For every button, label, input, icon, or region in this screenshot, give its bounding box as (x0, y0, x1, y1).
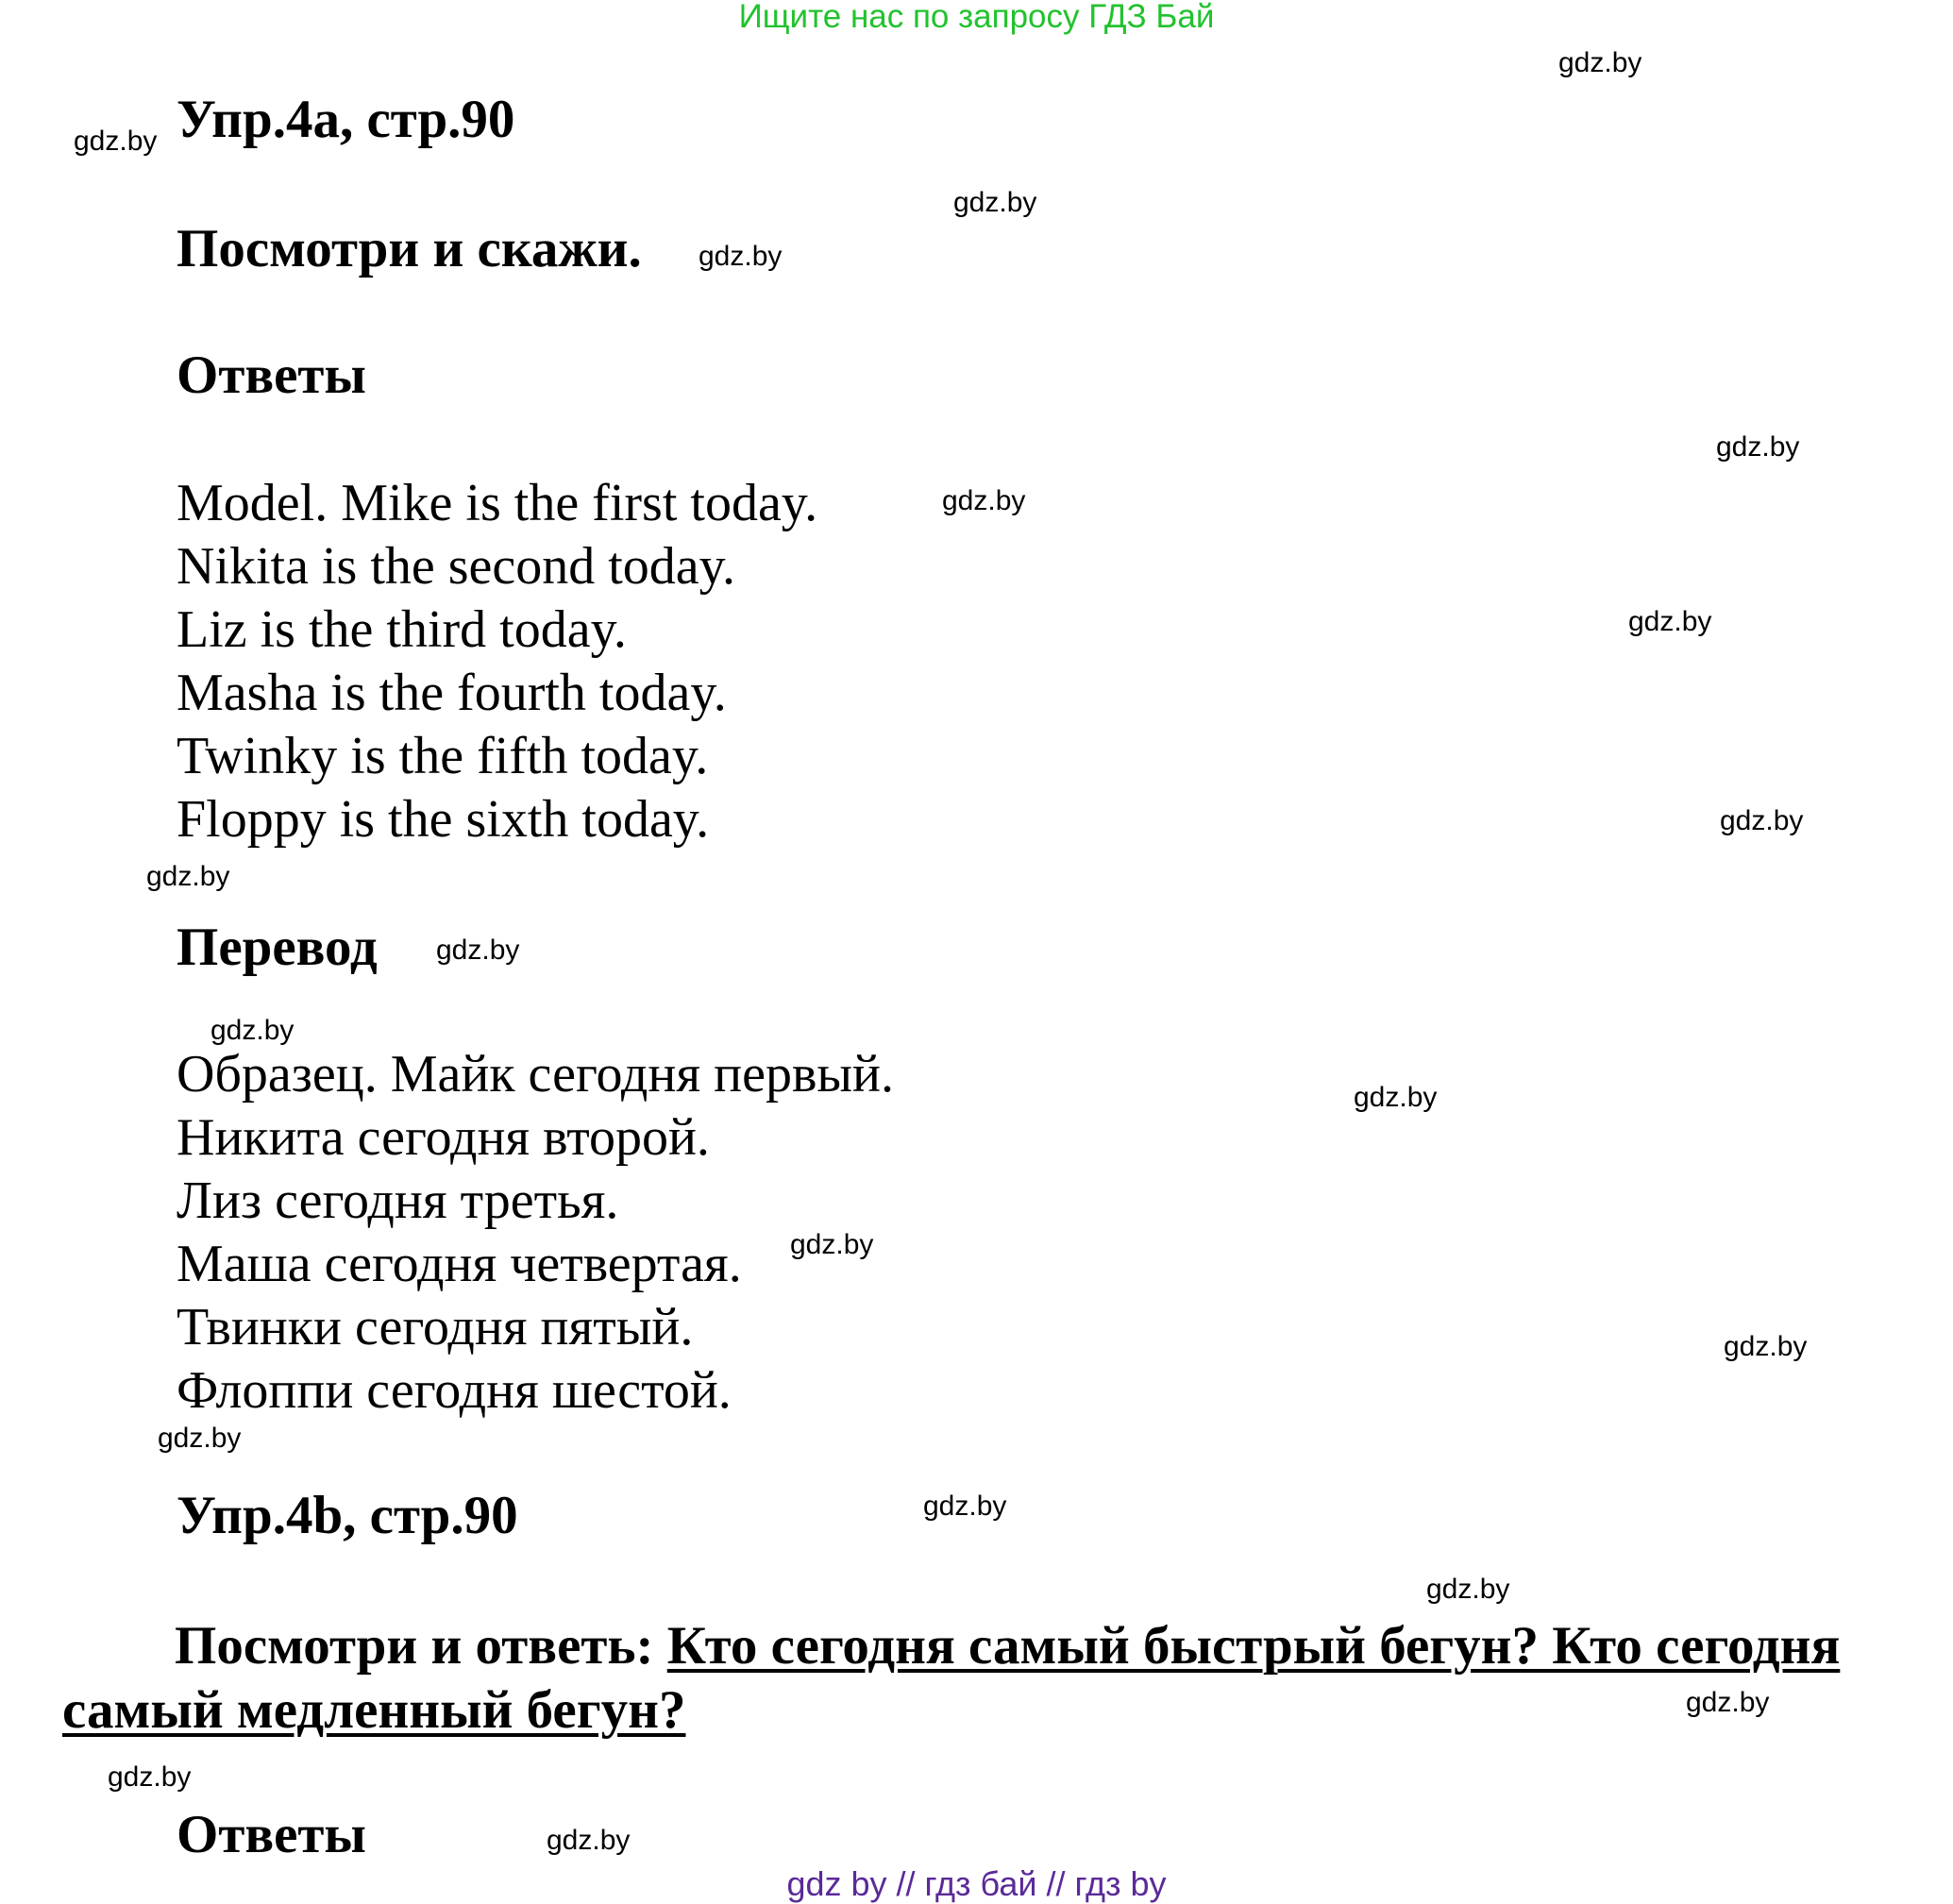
watermark: gdz.by (1354, 1082, 1438, 1113)
watermark: gdz.by (790, 1229, 874, 1260)
watermark: gdz.by (74, 126, 158, 157)
translation-line: Лиз сегодня третья. (177, 1171, 619, 1230)
watermark: gdz.by (1724, 1331, 1808, 1362)
translation-line: Флоппи сегодня шестой. (177, 1361, 732, 1420)
translation-line: Маша сегодня четвертая. (177, 1235, 742, 1293)
watermark: gdz.by (699, 241, 783, 272)
watermark: gdz.by (158, 1423, 242, 1454)
watermark: gdz.by (108, 1761, 192, 1793)
answer-line: Twinky is the fifth today. (177, 727, 709, 785)
watermark: gdz.by (1686, 1687, 1770, 1718)
watermark: gdz.by (1720, 805, 1804, 836)
watermark: gdz.by (1558, 47, 1642, 78)
exercise-b-title: Упр.4b, стр.90 (177, 1486, 518, 1545)
translation-line: Никита сегодня второй. (177, 1108, 710, 1167)
translation-line: Образец. Майк сегодня первый. (177, 1045, 894, 1104)
exercise-b-task-prefix: Посмотри и ответь: (175, 1616, 654, 1676)
exercise-a-title: Упр.4a, стр.90 (177, 90, 515, 149)
watermark: gdz.by (146, 861, 230, 892)
watermark: gdz.by (1426, 1574, 1510, 1605)
answer-line: Model. Mike is the first today. (177, 474, 818, 532)
translation-line: Твинки сегодня пятый. (177, 1298, 694, 1356)
answer-line: Floppy is the sixth today. (177, 790, 710, 849)
exercise-a-answers-heading: Ответы (177, 345, 366, 405)
answer-line: Nikita is the second today. (177, 537, 736, 596)
watermark: gdz.by (1716, 431, 1800, 463)
watermark: gdz.by (436, 935, 520, 966)
answer-line: Masha is the fourth today. (177, 664, 727, 722)
exercise-b-answers-heading: Ответы (177, 1805, 366, 1864)
exercise-a-task: Посмотри и скажи. (177, 219, 642, 278)
top-banner: Ищите нас по запросу ГДЗ Бай (738, 0, 1215, 35)
watermark: gdz.by (953, 187, 1037, 218)
exercise-b-task-question: Кто сегодня самый быстрый бегун? Кто сегодня самый медленный бегун? (62, 1616, 1841, 1740)
watermark: gdz.by (942, 485, 1026, 516)
watermark: gdz.by (547, 1825, 631, 1856)
watermark: gdz.by (923, 1491, 1007, 1522)
exercise-a-translation-heading: Перевод (177, 918, 378, 977)
exercise-b-task (62, 1614, 1912, 1743)
watermark: gdz.by (1628, 606, 1712, 637)
watermark: gdz.by (210, 1015, 295, 1046)
answer-line: Liz is the third today. (177, 600, 627, 659)
footer-links: gdz by // гдз бай // гдз by (786, 1864, 1167, 1903)
